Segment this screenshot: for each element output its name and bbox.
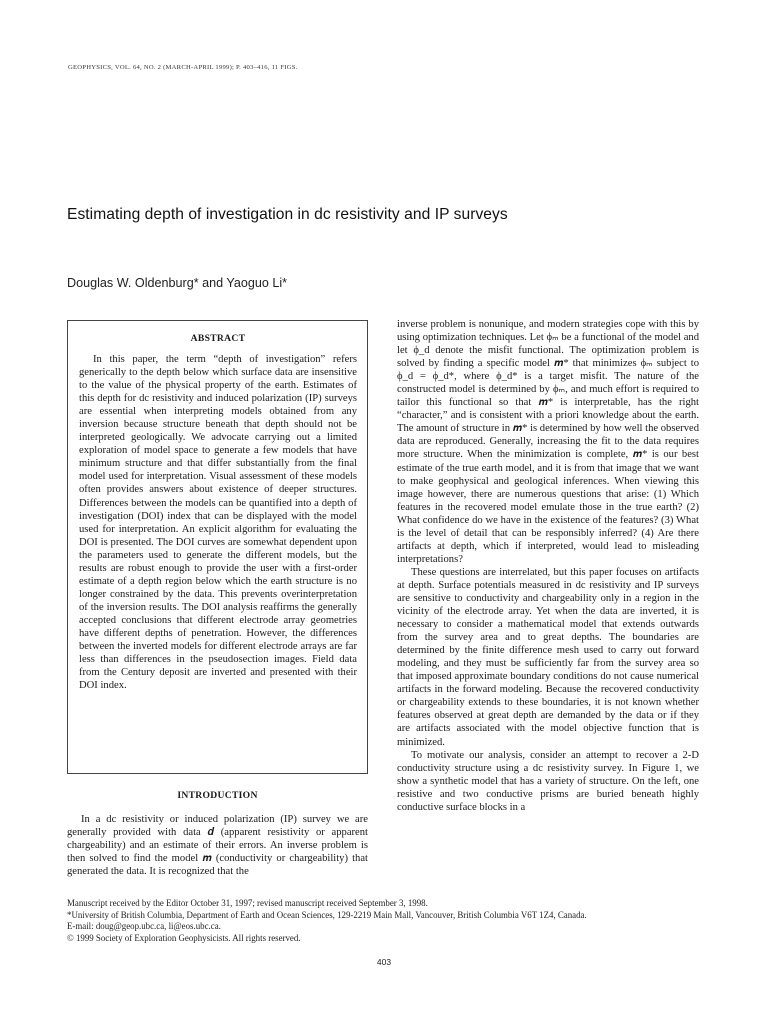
journal-reference: GEOPHYSICS, VOL. 64, NO. 2 (MARCH-APRIL 1999); P. 403–416, 11 FIGS. [68, 64, 298, 71]
abstract-text: In this paper, the term “depth of investigation” refers generically to the depth below which surface data are insensitive to the value of the physical property of the earth. Estimates of this depth for dc resistivity and induced polarization (IP) surveys are essential when interpreting models obtained from any inversion because structure beneath that depth should not be interpreted geologically. We advocate carrying out a limited exploration of model space to generate a few models that have minimum structure and that differ substantially from the final model used for interpretation. Visual assessment of these models often provides answers about existence of deeper structures. Differences between the models can be quantified into a depth of investigation (DOI) index that can be displayed with the model used for interpretation. An explicit algorithm for evaluating the DOI is presented. The DOI curves are somewhat dependent upon the parameters used to generate the different models, but the results are robust enough to provide the user with a first-order estimate of a depth region below which the earth structure is no longer constrained by the data. This prevents overinterpretation of the inversion results. The DOI analysis reaffirms the generally accepted conclusions that different electrode array geometries have different depths of penetration. However, the differences between the inverted models for different electrode arrays are far less than differences in the pseudosection images. Field data from the Century deposit are inverted and presented with their DOI index. [79, 354, 357, 692]
page-number: 403 [376, 957, 392, 967]
introduction-paragraph: In a dc resistivity or induced polarization (IP) survey we are generally provided with data 𝒅 (apparent resistivity or apparent chargeability) and an estimate of their errors. An inverse problem is then solved to find the model 𝒎 (conductivity or chargeability) that generated the data. It is recognized that the [67, 814, 368, 878]
right-column-paragraph-2: These questions are interrelated, but this paper focuses on artifacts at depth. Surface potentials measured in dc resistivity and IP surveys are sensitive to conductivity and chargeability only in a region in the vicinity of the electrode array. Yet when the data are inverted, it is necessary to consider a mathematical model that extends outwards from the survey area and to great depths. The boundaries are determined by the finite difference mesh used to carry out forward modeling, and they must be sufficiently far from the survey area so that imposed approximate boundary conditions do not cause numerical artifacts in the forward modeling. Because the recovered conductivity or chargeability extends to these boundaries, it is not known whether features observed at great depth are demanded by the data or if they are artifacts associated with the model objective function that is minimized. [397, 566, 699, 748]
right-column-paragraph-3: To motivate our analysis, consider an attempt to recover a 2-D conductivity structure using a dc resistivity survey. In Figure 1, we show a synthetic model that has a variety of structure. On the left, one resistive and two conductive prisms are buried beneath highly conductive surface blocks in a [397, 749, 699, 813]
introduction-section [67, 790, 368, 878]
abstract-heading: ABSTRACT [190, 333, 246, 344]
footnote-affiliation: *University of British Columbia, Department of Earth and Ocean Sciences, 129-2219 Main Mall, Vancouver, British Columbia V6T 1Z4, Canada. [67, 909, 587, 920]
right-column-paragraph-1: inverse problem is nonunique, and modern strategies cope with this by using optimization techniques. Let ϕₘ be a functional of the model and let ϕ_d denote the misfit functional. The optimization problem is solved by finding a specific model 𝒎* that minimizes ϕₘ subject to ϕ_d = ϕ_d*, where ϕ_d* is a target misfit. The nature of the constructed model is determined by ϕₘ, and much effort is required to tailor this functional so that 𝒎* is interpretable, has the right “character,” and is consistent with a priori knowledge about the earth. The amount of structure in 𝒎* is determined by how well the observed data are reproduced. Generally, increasing the fit to the data requires more structure. When the minimization is complete, 𝒎* is our best estimate of the true earth model, and it is from that image that we want to make geophysical and geological inferences. When viewing this image however, there are numerous questions that arise: (1) Which features in the recovered model emulate those in the true earth? (2) What confidence do we have in the existence of the features? (3) What is the level of detail that can be responsibly inferred? (4) Are there artifacts at depth, which if interpreted, would lead to misleading interpretations? [397, 319, 699, 565]
footnotes [67, 898, 707, 944]
article-authors: Douglas W. Oldenburg* and Yaoguo Li* [67, 276, 288, 290]
footnote-received: Manuscript received by the Editor October 31, 1997; revised manuscript received September 3, 1998. [67, 898, 428, 908]
article-title: Estimating depth of investigation in dc resistivity and IP surveys [67, 206, 508, 223]
right-column [397, 318, 699, 814]
footnote-email: E-mail: doug@geop.ubc.ca, li@eos.ubc.ca. [67, 921, 221, 932]
introduction-heading: INTRODUCTION [177, 790, 258, 801]
abstract-box [67, 320, 368, 774]
footnote-copyright: © 1999 Society of Exploration Geophysicists. All rights reserved. [67, 932, 301, 943]
